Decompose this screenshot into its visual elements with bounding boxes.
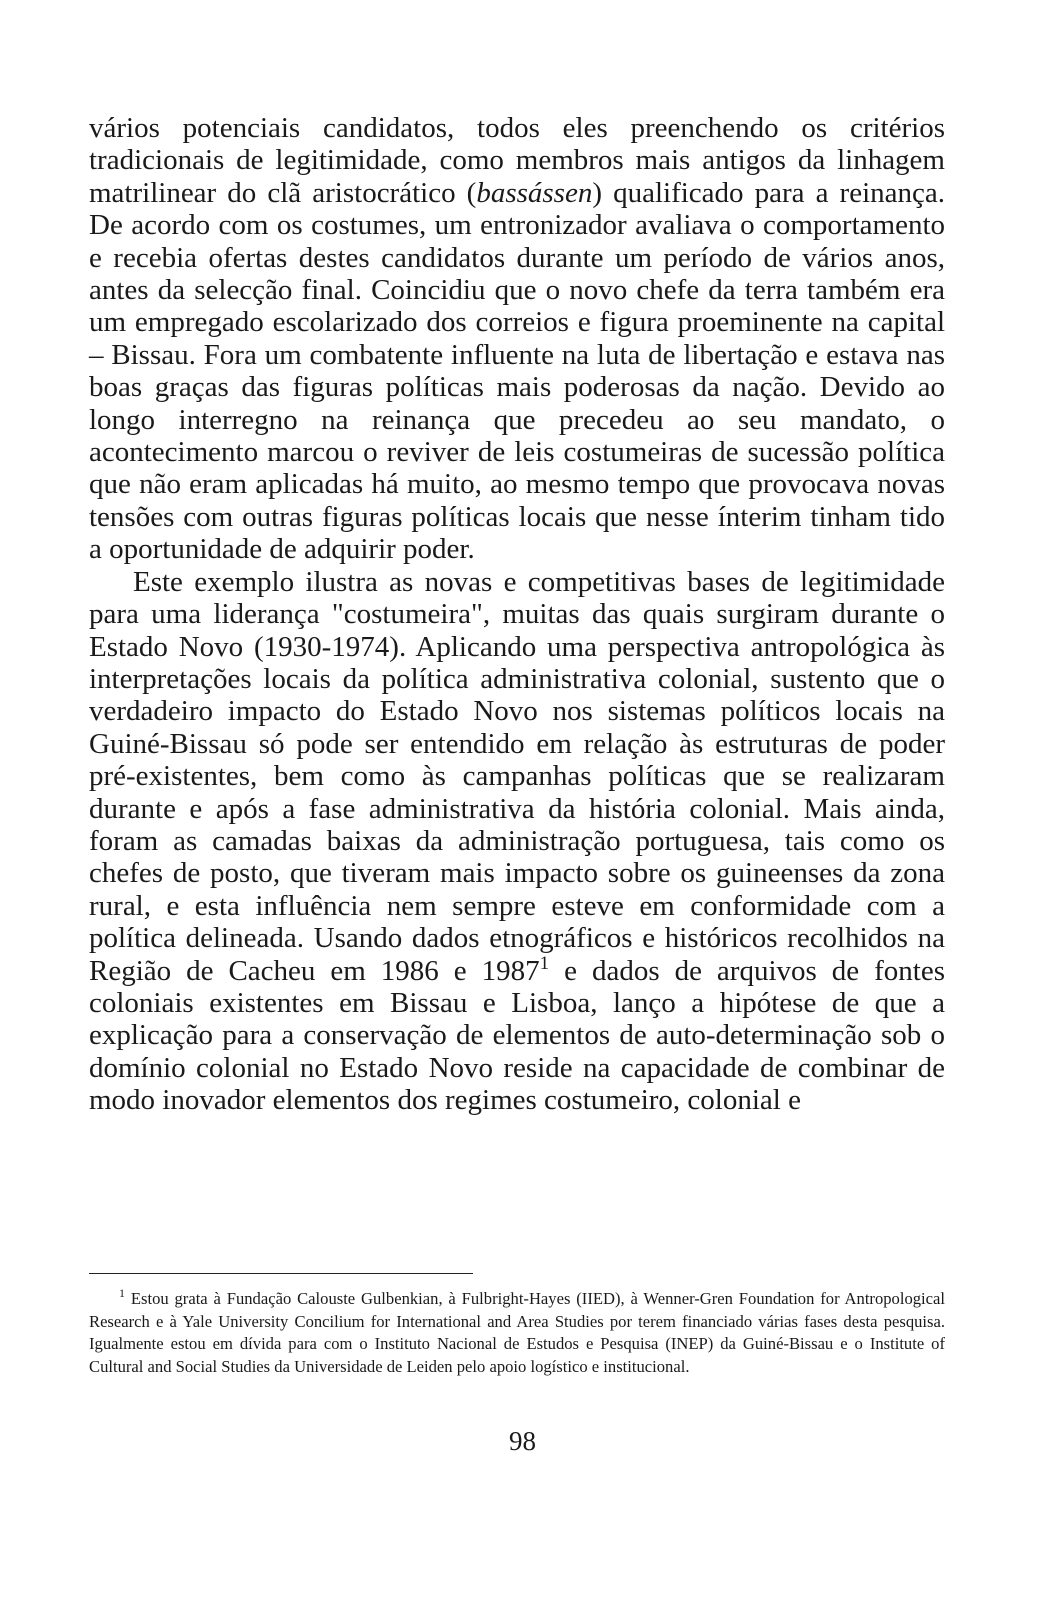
footnote-reference[interactable]: 1	[539, 952, 550, 974]
paragraph-1-text-end: ) qualificado para a reinança. De acordo com os costumes, um entronizador avaliava o comportamento e recebia ofertas destes candidatos durante um período de vários anos, antes da selecção final. Coincidiu que o novo chefe da terra também era um empregado escolarizado dos correios e figura proeminente na capital – Bissau. Fora um combatente influente na luta de libertação e estava nas boas graças das figuras políticas mais poderosas da nação. Devido ao longo interregno na reinança que precedeu ao seu mandato, o acontecimento marcou o reviver de leis costumeiras de sucessão política que não eram aplicadas há muito, ao mesmo tempo que provocava novas tensões com outras figuras políticas locais que nesse ínterim tinham tido a oportunidade de adquirir poder.	[89, 176, 945, 566]
main-text	[89, 112, 945, 1117]
paragraph-continuation	[89, 112, 945, 566]
footnote-divider	[89, 1273, 473, 1274]
footnote	[89, 1288, 945, 1378]
paragraph-1-text-start: vários potenciais candidatos, todos eles preenchendo os critérios tradicionais de legitimidade, como membros mais antigos da linhagem matrilinear do clã aristocrático (	[89, 112, 945, 209]
footnote-text: Estou grata à Fundação Calouste Gulbenkian, à Fulbright-Hayes (IIED), à Wenner-Gren Foundation for Antropological Research e à Yale University Concilium for International and Area Studies por terem financiado várias fases desta pesquisa. Igualmente estou em dívida para com o Instituto Nacional de Estudos e Pesquisa (INEP) da Guiné-Bissau e o Institute of Cultural and Social Studies da Universidade de Leiden pelo apoio logístico e institucional.	[89, 1289, 945, 1376]
paragraph-2-text-start: Este exemplo ilustra as novas e competitivas bases de legitimidade para uma liderança "costumeira", muitas das quais surgiram durante o Estado Novo (1930-1974). Aplicando uma perspectiva antropológica às interpretações locais da política administrativa colonial, sustento que o verdadeiro impacto do Estado Novo nos sistemas políticos locais na Guiné-Bissau só pode ser entendido em relação às estruturas de poder pré-existentes, bem como às campanhas políticas que se realizaram durante e após a fase administrativa da história colonial. Mais ainda, foram as camadas baixas da administração portuguesa, tais como os chefes de posto, que tiveram mais impacto sobre os guineenses da zona rural, e esta influência nem sempre esteve em conformidade com a política delineada. Usando dados etnográficos e históricos recolhidos na Região de Cacheu em 1986 e 1987	[89, 565, 945, 987]
paragraph-2-text-end: e dados de arquivos de fontes coloniais existentes em Bissau e Lisboa, lanço a hipótese de que a explicação para a conservação de elementos de auto-determinação sob o domínio colonial no Estado Novo reside na capacidade de combinar de modo inovador elementos dos regimes costumeiro, colonial e	[89, 954, 945, 1117]
page-number: 98	[509, 1426, 536, 1456]
footnote-mark: 1	[119, 1286, 125, 1300]
paragraph-second	[89, 566, 945, 1117]
italic-term: bassássen	[476, 176, 593, 209]
